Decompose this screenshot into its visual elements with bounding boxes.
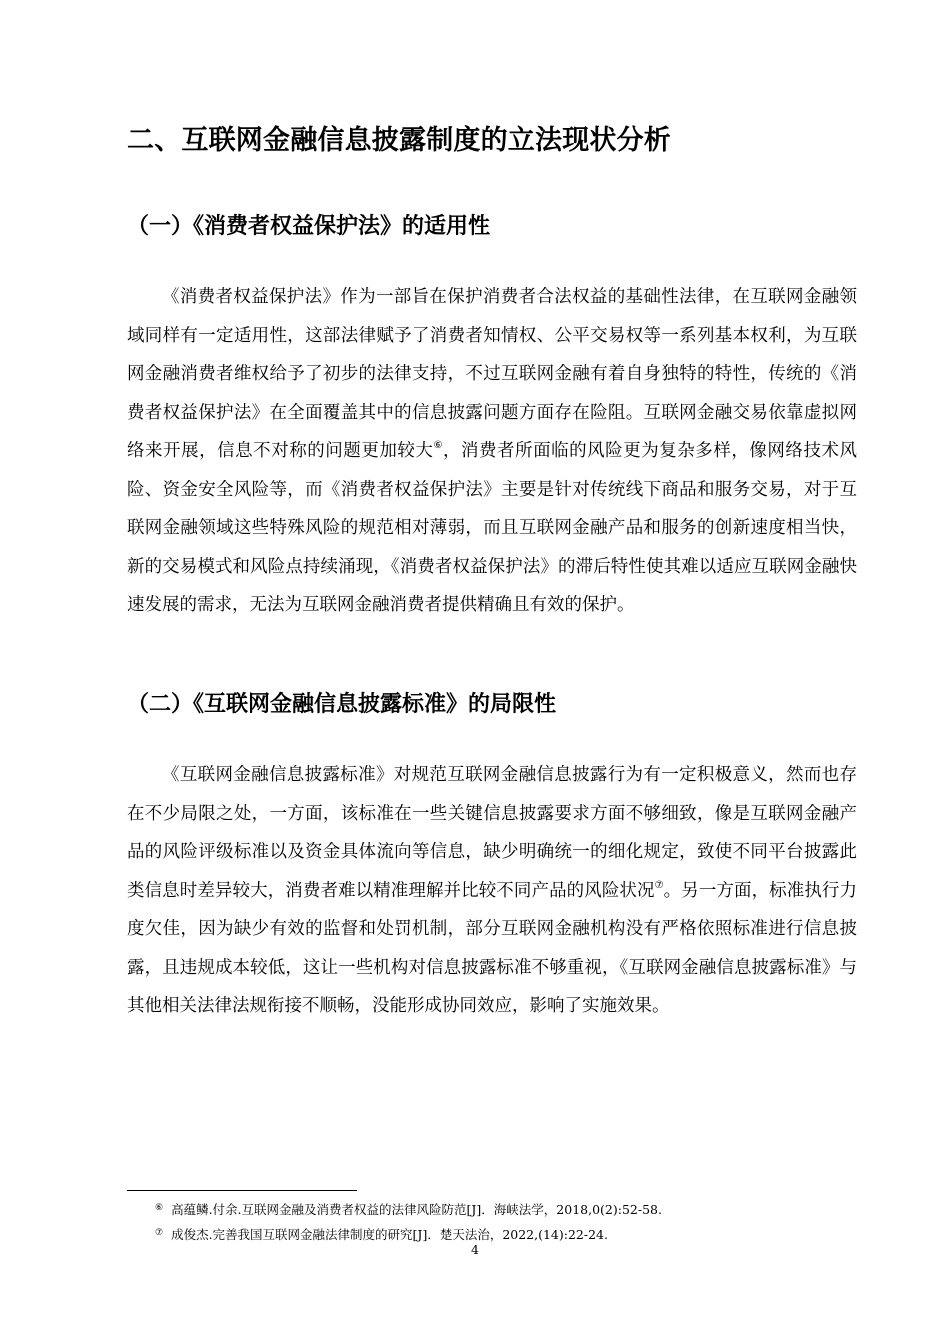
section-1-text-a: 《消费者权益保护法》作为一部旨在保护消费者合法权益的基础性法律，在互联网金融领域同样有一定适用性，这部法律赋予了消费者知情权、公平交易权等一系列基本权利，为互联网金融消费者维权给予了初步的法律支持，不过互联网金融有着自身独特的特性，传统的《消费者权益保护法》在全面覆盖其中的信息披露问题方面存在险阻。互联网金融交易依靠虚拟网络来开展，信息不对称的问题更加较大 xyxy=(127,287,857,461)
chapter-title: 二、互联网金融信息披露制度的立法现状分析 xyxy=(127,125,671,156)
footnote-separator xyxy=(127,1190,357,1191)
section-2-title: （二）《互联网金融信息披露标准》的局限性 xyxy=(127,692,557,717)
footnote-ref-6[interactable]: ⑥ xyxy=(433,440,443,451)
section-2-paragraph xyxy=(127,756,857,1026)
footnote-ref-7[interactable]: ⑦ xyxy=(654,879,664,891)
footnote-7-text: 成俊杰.完善我国互联网金融法律制度的研究[J]．楚天法治，2022,(14):22-24. xyxy=(171,1227,608,1242)
section-1-paragraph xyxy=(127,278,857,625)
section-1-text-b: ，消费者所面临的风险更为复杂多样，像网络技术风险、资金安全风险等，而《消费者权益保护法》主要是针对传统线下商品和服务交易，对于互联网金融领域这些特殊风险的规范相对薄弱，而且互联网金融产品和服务的创新速度相当快，新的交易模式和风险点持续涌现，《消费者权益保护法》的滞后特性使其难以适应互联网金融快速发展的需求，无法为互联网金融消费者提供精确且有效的保护。 xyxy=(127,441,858,615)
footnote-6 xyxy=(155,1199,855,1219)
footnote-7-mark: ⑦ xyxy=(155,1228,164,1238)
page-number: 4 xyxy=(471,1242,479,1257)
section-2-text-b: 。另一方面，标准执行力度欠佳，因为缺少有效的监督和处罚机制，部分互联网金融机构没有严格依照标准进行信息披露，且违规成本较低，这让一些机构对信息披露标准不够重视，《互联网金融信息披露标准》与其他相关法律法规衔接不顺畅，没能形成协同效应，影响了实施效果。 xyxy=(127,880,858,1016)
section-2-text-a: 《互联网金融信息披露标准》对规范互联网金融信息披露行为有一定积极意义，然而也存在不少局限之处，一方面，该标准在一些关键信息披露要求方面不够细致，像是互联网金融产品的风险评级标准以及资金具体流向等信息，缺少明确统一的细化规定，致使不同平台披露此类信息时差异较大，消费者难以精准理解并比较不同产品的风险状况 xyxy=(127,765,857,901)
section-1-title: （一）《消费者权益保护法》的适用性 xyxy=(127,214,491,239)
footnote-6-mark: ⑥ xyxy=(155,1203,164,1213)
footnote-6-text: 高蕴鳞.付余.互联网金融及消费者权益的法律风险防范[J]．海峡法学，2018,0(2):52-58. xyxy=(171,1202,662,1217)
footnote-7 xyxy=(155,1224,855,1244)
